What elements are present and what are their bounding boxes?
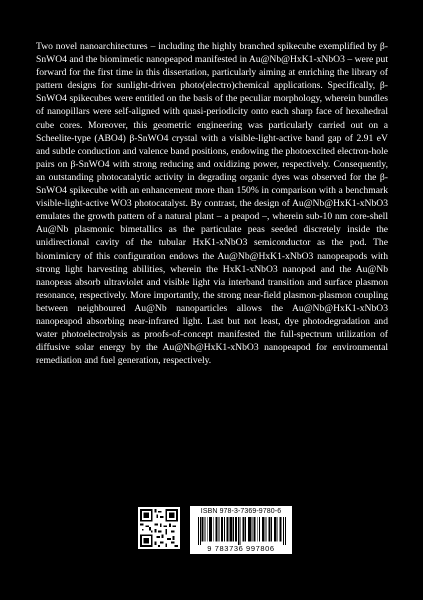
abstract-paragraph: Two novel nanoarchitectures – including the highly branched spikecube exemplified by β-SnWO4 and the biomimetic nanopeapod manifested in Au@Nb@HxK1-xNbO3 – were put forward for the first time in this dissertation, particularly aiming at enriching the library of pattern designs for sunlight-driven photo(electro)chemical applications. Specifically, β-SnWO4 spikecubes were entitled on the basis of the peculiar morphology, wherein bundles of nanopillars were self-aligned with quasi-periodicity onto each sharp face of hexahedral cube cores. Moreover, this geometric engineering was particularly carried out on a Scheelite-type (ABO4) β-SnWO4 crystal with a visible-light-active band gap of 2.91 eV and subtle conduction and valence band positions, endowing the photoexcited electron-hole pairs on β-SnWO4 with strong reducing and oxidizing power, respectively. Consequently, an outstanding photocatalytic activity in degrading organic dyes was observed for the β-SnWO4 spikecube with an enhancement more than 150% in comparison with a benchmark visible-light-active WO3 photocatalyst. By contrast, the design of Au@Nb@HxK1-xNbO3 emulates the growth pattern of a natural plant – a peapod –, wherein sub-10 nm core-shell Au@Nb plasmonic bimetallics as the particulate peas seeded discretely inside the unidirectional cavity of the tubular HxK1-xNbO3 semiconductor as the pod. The biomimicry of this configuration endows the Au@Nb@HxK1-xNbO3 nanopeapods with strong light harvesting abilities, wherein the HxK1-xNbO3 nanopod and the Au@Nb nanopeas absorb ultraviolet and visible light via interband transition and surface plasmon resonance, respectively. More importantly, the strong near-field plasmon-plasmon coupling between neighboured Au@Nb nanoparticles allows the Au@Nb@HxK1-xNbO3 nanopeapod absorbing near-infrared light. Last but not least, dye photodegradation and water photoelectrolysis as proofs-of-concept manifested the full-spectrum utilization of diffusive solar energy by the Au@Nb@HxK1-xNbO3 nanopeapod for environmental remediation and fuel generation, respectively. — [36, 41, 388, 367]
qr-code — [138, 507, 180, 549]
isbn-barcode — [190, 506, 292, 554]
barcode-bars — [198, 517, 286, 545]
isbn-label: ISBN 978-3-7369-9780-6 — [200, 508, 282, 515]
ean-digits: 9 783736 997806 — [207, 544, 275, 553]
back-cover-abstract — [36, 40, 388, 367]
